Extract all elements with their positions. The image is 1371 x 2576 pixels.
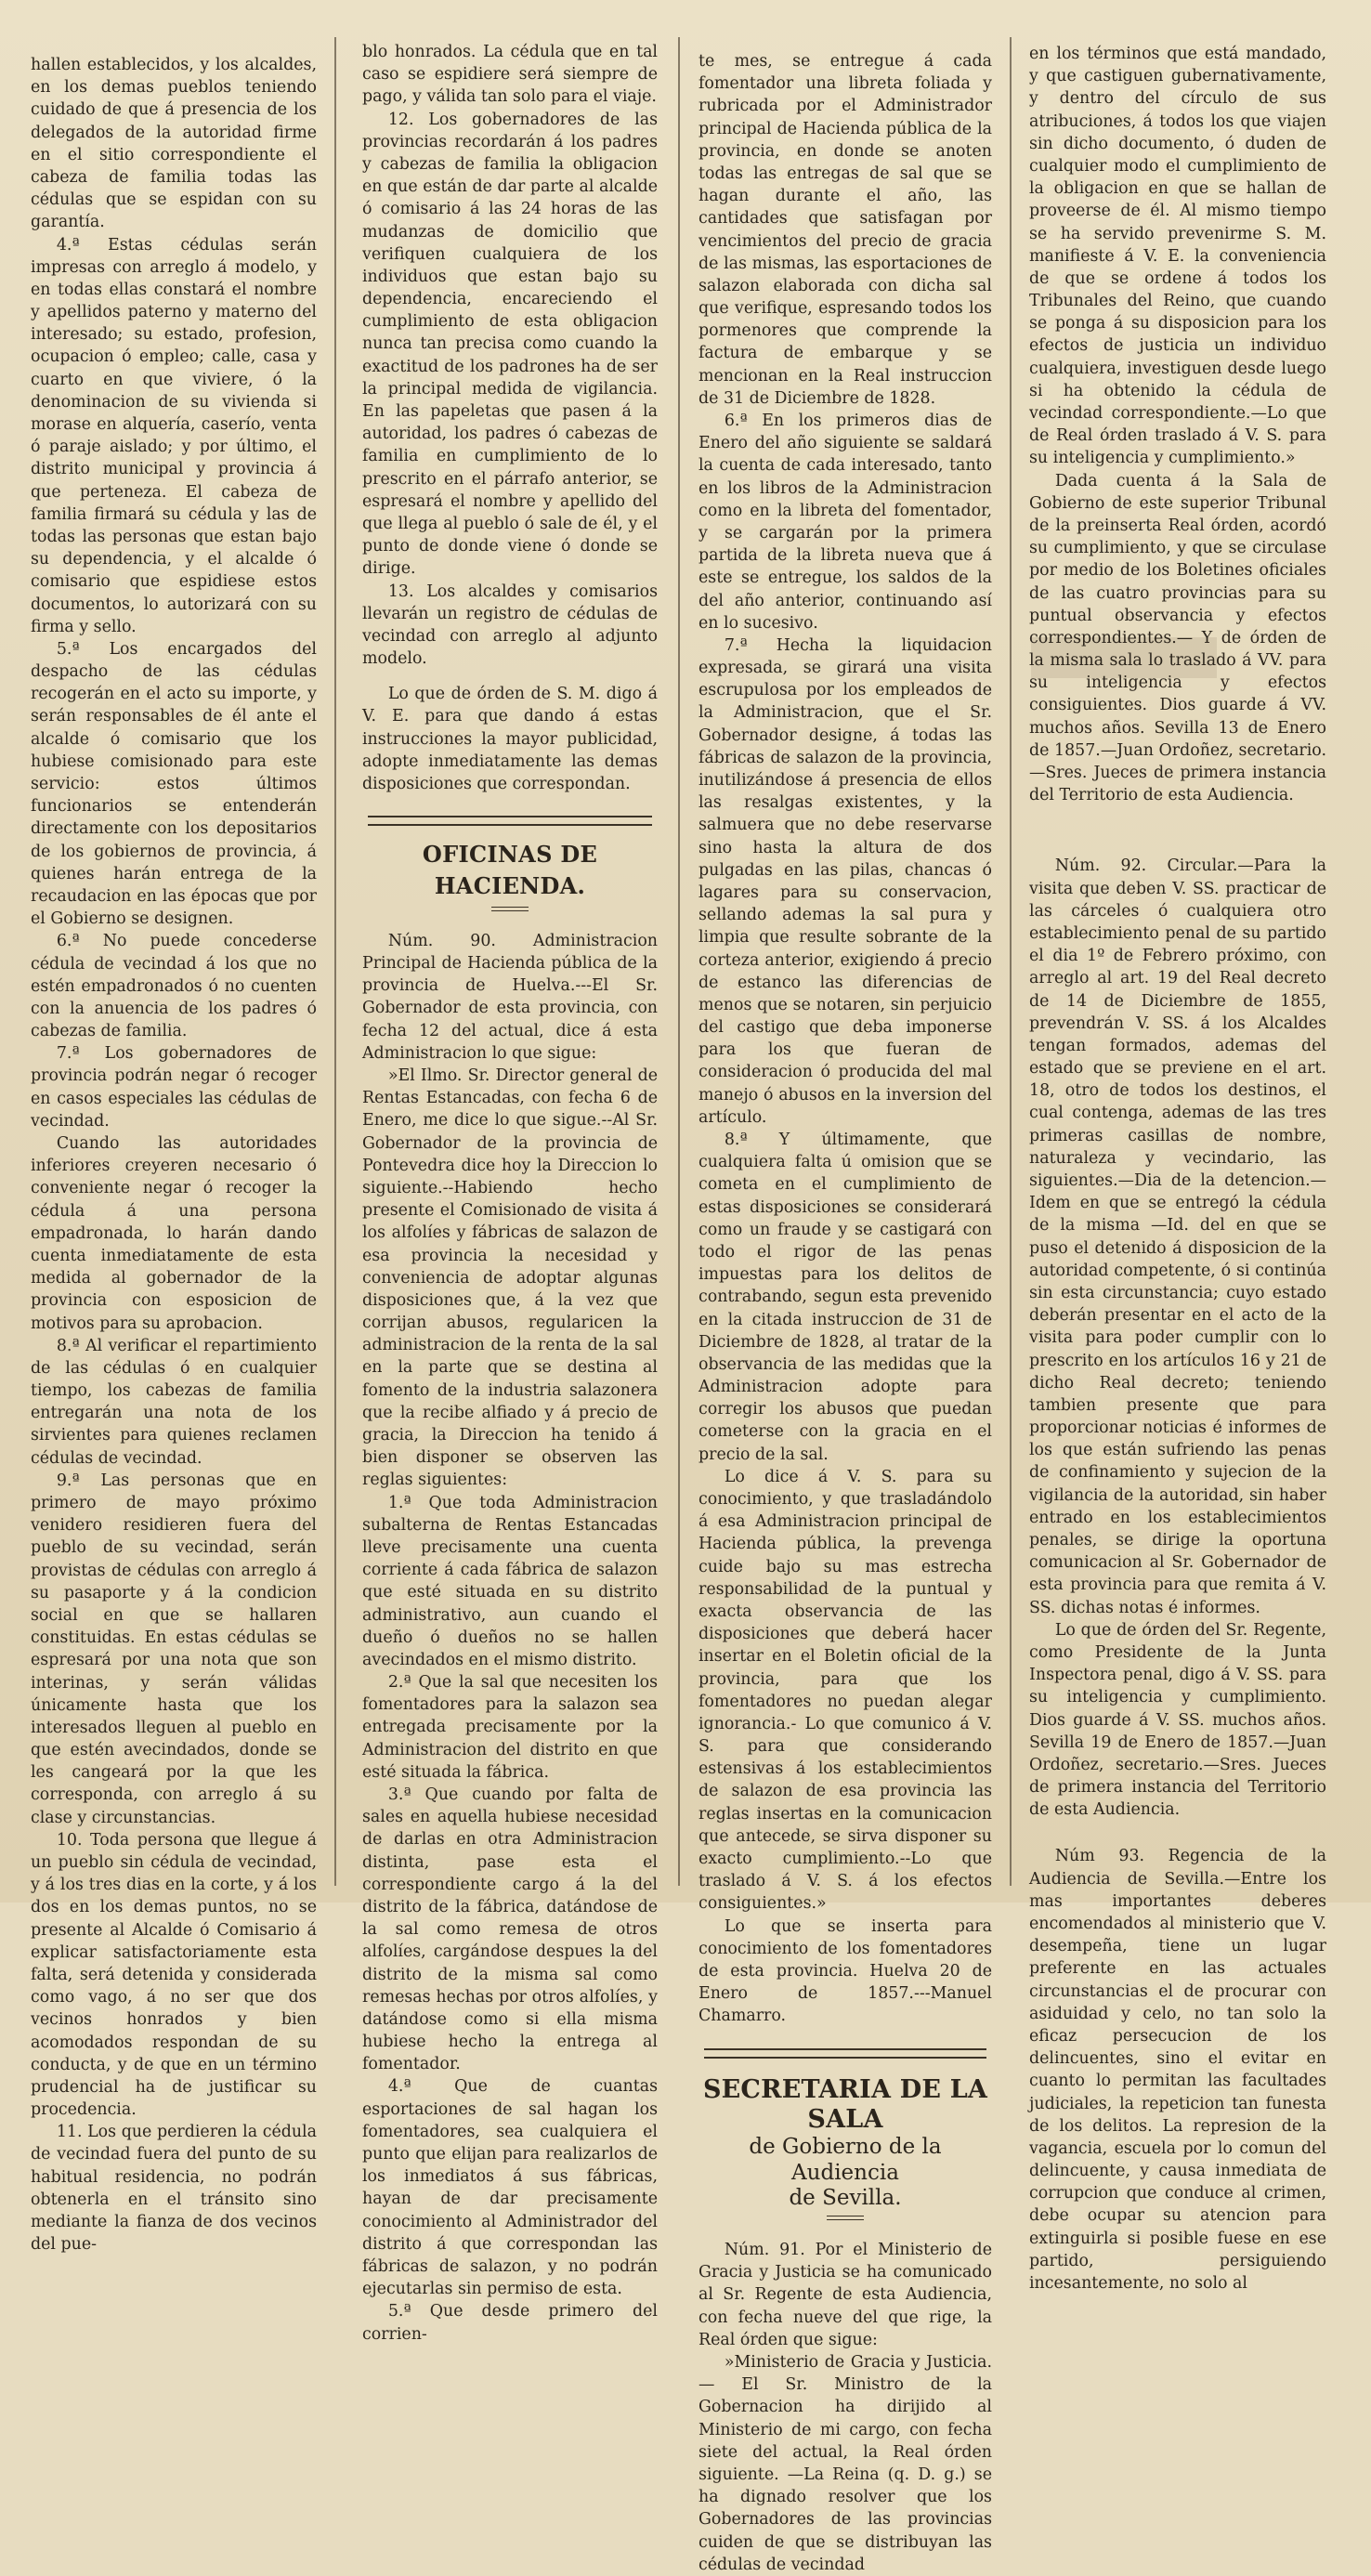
paragraph: 7.ª Los gobernadores de provincia podrán negar ó recoger en casos especiales las cédulas de vecindad. [31, 1044, 317, 1131]
column-rule [1010, 37, 1012, 1886]
paragraph: 11. Los que perdieren la cédula de vecindad fuera del punto de su habitual residencia, no podrán obtenerla en el tránsito sino mediante la fianza de dos vecinos del pue- [31, 2123, 317, 2255]
paragraph: 4.ª Que de cuantas esportaciones de sal hagan los fomentadores, sea cualquiera el punto que elijan para realizarlos de los inmediatos á sus fábricas, hayan de dar precisamente conocimiento al Administrador del distrito á que correspondan las fábricas de salazon, y no podrán ejecutarlas sin permiso de esta. [362, 2077, 658, 2299]
paragraph: 7.ª Hecha la liquidacion expresada, se girará una visita escrupulosa por los empleados de la Administracion, que el Sr. Gobernador designe, á todas las fábricas de salazon de la provincia, inutilizándose á presencia de ellos las resalgas existentes, y la salmuera que no debe reservarse sino hasta la altura de dos pulgadas en las pilas, chancas ó lagares para su conservacion, sellando ademas la sal pura y limpia que resulte sobrante de la corteza anterior, exigiendo á precio de estanco las diferencias de menos que se notaren, sin perjuicio del castigo que deba imponerse para los que fueran de consideracion ó producida del mal manejo ó abusos en la inversion del artículo. [699, 635, 992, 1127]
paragraph: Núm. 91. Por el Ministerio de Gracia y Justicia se ha comunicado al Sr. Regente de esta Audiencia, con fecha nueve del que rige, la Real órden que sigue: [699, 2241, 992, 2349]
paragraph: hallen establecidos, y los alcaldes, en los demas pueblos teniendo cuidado de que á presencia de los delegados de la autoridad firme en el sitio correspondiente el cabeza de familia todas las cédulas que se espidan con su garantía. [31, 56, 317, 232]
paragraph: en los términos que está mandado, y que castiguen gubernativamente, y dentro del círculo de sus atribuciones, á todos los que viajen sin dicho documento, ó duden de cualquier modo el cumplimiento de la obligacion en que se hallan de proveerse de él. Al mismo tiempo se ha servido prevenirme S. M. manifieste á V. E. la conveniencia de que se ordene á todos los Tribunales del Reino, que cuando se ponga á su disposicion para los efectos de justicia un individuo cualquiera, investiguen desde luego si ha obtenido la cédula de vecindad correspondiente.—Lo que de Real órden traslado á V. S. para su inteligencia y cumplimiento.» [1029, 45, 1326, 468]
paragraph: blo honrados. La cédula que en tal caso se espidiere será siempre de pago, y válida tan solo para el viaje. [362, 43, 658, 107]
paragraph: 1.ª Que toda Administracion subalterna de Rentas Estancadas lleve precisamente una cuenta corriente á cada fábrica de salazon que esté situada en su distrito administrativo, aun cuando el dueño ó dueños no se hallen avecindados en el mismo distrito. [362, 1493, 658, 1669]
paragraph: 12. Los gobernadores de las provincias recordarán á los padres y cabezas de familia la obligacion en que están de dar parte al alcalde ó comisario á las 24 horas de las mudanzas de domicilio que verifiquen cualquiera de los individuos que estan bajo su dependencia, encareciendo el cumplimiento de esta obligacion nunca tan precisa como cuando la exactitud de los padrones ha de ser la principal medida de vigilancia. En las papeletas que pasen á la autoridad, los padres ó cabezas de familia en cumplimiento de lo prescrito en el párrafo anterior, se espresará el nombre y apellido del que llega al pueblo ó sale de él, y el punto de donde viene ó donde se dirige. [362, 110, 658, 579]
heading-line-1: SECRETARIA DE LA SALA [702, 2074, 988, 2134]
paragraph: Dada cuenta á la Sala de Gobierno de este superior Tribunal de la preinserta Real órden, acordó su cumplimiento, y que se circulase por medio de los Boletines oficiales de las cuatro provincias para su puntual observancia y efectos correspondientes.— Y de órden de la misma sala lo traslado á VV. para su inteligencia y efectos consiguientes. Dios guarde á VV. muchos años. Sevilla 13 de Enero de 1857.—Juan Ordoñez, secretario.—Sres. Jueces de primera instancia del Territorio de esta Audiencia. [1029, 471, 1326, 805]
paragraph: »El Ilmo. Sr. Director general de Rentas Estancadas, con fecha 6 de Enero, me dice lo que sigue.--Al Sr. Gobernador de la provincia de Pontevedra dice hoy la Direccion lo siguiente.--Habiendo hecho presente el Comisionado de visita á los alfolíes y fábricas de salazon de esa provincia la necesidad y conveniencia de adoptar algunas disposiciones que, á la vez que corrijan abusos, regularicen la administracion de la renta de la sal en la parte que se destina al fomento de la industria salazonera que la recibe alfiado y á precio de gracia, la Direccion ha tenido á bien disponer se observen las reglas siguientes: [362, 1066, 658, 1490]
paragraph: 2.ª Que la sal que necesiten los fomentadores para la salazon sea entregada precisamente por la Administracion del distrito en que esté situada la fábrica. [362, 1673, 658, 1782]
paragraph: Lo que se inserta para conocimiento de los fomentadores de esta provincia. Huelva 20 de Enero de 1857.---Manuel Chamarro. [699, 1916, 992, 2026]
heading-underline [827, 2216, 864, 2220]
column-1 [31, 54, 317, 2255]
section-heading [699, 2075, 992, 2213]
paragraph: 8.ª Al verificar el repartimiento de las cédulas ó en cualquier tiempo, los cabezas de familia entregarán una nota de los sirvientes para quienes reclamen cédulas de vecindad. [31, 1336, 317, 1468]
section-divider [704, 2048, 986, 2059]
paragraph: 4.ª Estas cédulas serán impresas con arreglo á modelo, y en todas ellas constará el nombre y apellidos paterno y materno del interesado; su estado, profesion, ocupacion ó empleo; calle, casa y cuarto en que viviere, ó la denominacion de su vivienda si morase en alquería, caserío, venta ó paraje aislado; y por último, el distrito municipal y provincia á que perteneza. El cabeza de familia firmará su cédula y las de todas las personas que estan bajo su dependencia, y el alcalde ó comisario que espidiese estos documentos, lo autorizará con su firma y sello. [31, 235, 317, 636]
column-3 [699, 50, 992, 2574]
paragraph: 5.ª Los encargados del despacho de las cédulas recogerán en el acto su importe, y serán responsables de él ante el alcalde ó comisario que los hubiese comisionado para este servicio: estos últimos funcionarios se entenderán directamente con los depositarios de los gobiernos de provincia, á quienes harán entrega de la recaudacion en las épocas que por el Gobierno se designen. [31, 639, 317, 929]
paragraph: 9.ª Las personas que en primero de mayo próximo venidero residieren fuera del pueblo de su vecindad, serán provistas de cédulas con arreglo á su pasaporte y á la condicion social en que se hallaren constituidas. En estas cédulas se espresará por una nota que son interinas, y serán válidas únicamente hasta que los interesados lleguen al pueblo en que estén avecindados, donde se les cangeará por la que les corresponda, con arreglo á su clase y circunstancias. [31, 1471, 317, 1827]
section-heading: OFICINAS DE HACIENDA. [422, 841, 598, 899]
column-4 [1029, 43, 1326, 2293]
spacer [1029, 806, 1326, 830]
heading-underline [491, 907, 529, 911]
paragraph: 6.ª No puede concederse cédula de vecindad á los que no estén empadronados ó no cuenten con la anuencia de los padres ó cabezas de familia. [31, 932, 317, 1041]
paragraph: te mes, se entregue á cada fomentador una libreta foliada y rubricada por el Administrador principal de Hacienda pública de la provincia, en donde se anoten todas las entregas de sal que se hagan durante el año, las cantidades que satisfagan por vencimientos del precio de gracia de las mismas, las esportaciones de salazon elaborada con dicha sal que verifique, espresando todos los pormenores que comprende la factura de embarque y se mencionan en la Real instruccion de 31 de Diciembre de 1828. [699, 52, 992, 408]
spacer [1029, 1821, 1326, 1845]
heading-line-2: de Gobierno de la Audiencia [749, 2135, 942, 2185]
paragraph: 13. Los alcaldes y comisarios llevarán un registro de cédulas de vecindad con arreglo al adjunto modelo. [362, 582, 658, 669]
column-rule [678, 37, 680, 1886]
paragraph: Lo que de órden del Sr. Regente, como Presidente de la Junta Inspectora penal, digo á V. SS. para su inteligencia y cumplimiento. Dios guarde á V. SS. muchos años. Sevilla 19 de Enero de 1857.—Juan Ordoñez, secretario.—Sres. Jueces de primera instancia del Territorio de esta Audiencia. [1029, 1620, 1326, 1820]
paragraph: Núm. 90. Administracion Principal de Hacienda pública de la provincia de Huelva.---El Sr. Gobernador de esta provincia, con fecha 12 del actual, dice á esta Administracion lo que sigue: [362, 931, 658, 1063]
paragraph: 6.ª En los primeros dias de Enero del año siguiente se saldará la cuenta de cada interesado, tanto en los libros de la Administracion como en la libreta del fomentador, y se cargarán por la primera partida de la libreta nueva que á este se entregue, los saldos de la del año anterior, continuando así en lo sucesivo. [699, 412, 992, 633]
paragraph: 8.ª Y últimamente, que cualquiera falta ú omision que se cometa en el cumplimiento de estas disposiciones se considerará como un fraude y se castigará con todo el rigor de las penas impuestas para los delitos de contrabando, segun esta prevenido en la citada instruccion de 31 de Diciembre de 1828, al tratar de la observancia de las medidas que la Administracion adopte para corregir los abusos que puedan cometerse con la gracia en el precio de la sal. [699, 1131, 992, 1464]
paragraph: Lo que de órden de S. M. digo á V. E. para que dando á estas instrucciones la mayor publicidad, adopte inmediatamente las demas disposiciones que correspondan. [362, 685, 658, 793]
paragraph: 10. Toda persona que llegue á un pueblo sin cédula de vecindad, y á los tres dias en la corte, y á los dos en los demas puntos, no se presente al Alcalde ó Comisario á explicar satisfactoriamente esta falta, será detenida y considerada como vago, á no ser que dos vecinos honrados y bien acomodados respondan de su conducta, y de que en un término prudencial ha de justificar su procedencia. [31, 1830, 317, 2120]
column-rule [334, 37, 336, 1886]
paragraph: Lo dice á V. S. para su conocimiento, y que trasladándolo á esa Administracion principal de Hacienda pública, la prevenga cuide bajo su mas estrecha responsabilidad de la puntual y exacta observancia de las disposiciones que deberá hacer insertar en el Boletin oficial de la provincia, para que los fomentadores no puedan alegar ignorancia.- Lo que comunico á V. S. para que considerando estensivas á los establecimientos de salazon de esa provincia las reglas insertas en la comunicacion que antecede, se sirva disponer su exacto cumplimiento.--Lo que traslado á V. S. á los efectos consiguientes.» [699, 1467, 992, 1914]
section-divider [368, 816, 652, 826]
paragraph: Cuando las autoridades inferiores creyeren necesario ó conveniente negar ó recoger la cédula á una persona empadronada, lo harán dando cuenta inmediatamente de esta medida al gobernador de la provincia con esposicion de motivos para su aprobacion. [31, 1134, 317, 1333]
paragraph: Núm. 92. Circular.—Para la visita que deben V. SS. practicar de las cárceles ó cualquiera otro establecimiento penal de su partido el dia 1º de Febrero próximo, con arreglo al art. 19 del Real decreto de 14 de Diciembre de 1855, prevendrán V. SS. á los Alcaldes tengan formados, ademas del estado que se previene en el art. 18, otro de todos los destinos, el cual contenga, ademas de las tres primeras casillas de nombre, naturaleza y vecindario, las siguientes.—Dia de la detencion.—Idem en que se entregó la cédula de la misma —Id. del en que se puso el detenido á disposicion de la autoridad competente, ó si continúa sin esta circunstancia; cuyo estado deberán presentar en el acto de la visita para poder cumplir con lo prescrito en los artículos 16 y 21 de dicho Real decreto; teniendo tambien presente que para proporcionar noticias é informes de los que están sufriendo las penas de confinamiento y sujecion de la vigilancia de la autoridad, sin haber entrado en los establecimientos penales, se dirige la oportuna comunicacion al Sr. Gobernador de esta provincia para que remita á V. SS. dichas notas é informes. [1029, 856, 1326, 1617]
paragraph: »Ministerio de Gracia y Justicia.— El Sr. Ministro de la Gobernacion ha dirijido al Ministerio de mi cargo, con fecha siete del actual, la Real órden siguiente. —La Reina (q. D. g.) se ha dignado resolver que los Gobernadores de las provincias cuiden de que se distribuyan las cédulas de vecindad [699, 2353, 992, 2574]
paragraph: 5.ª Que desde primero del corrien- [362, 2302, 658, 2344]
paragraph: Núm 93. Regencia de la Audiencia de Sevilla.—Entre los mas importantes deberes encomendados al ministerio que V. desempeña, tiene un lugar preferente en las actuales circunstancias el de procurar con asiduidad y celo, no tan solo la eficaz persecucion de los delincuentes, sino el evitar en cuanto lo permitan las facultades judiciales, la repeticion tan funesta de los delitos. La represion de la vagancia, escuela por lo comun del delincuente, y causa inmediata de corrupcion que conduce al crimen, debe ocupar su atencion para extinguirla si posible fuese en ese partido, persiguiendo incesantemente, no solo al [1029, 1847, 1326, 2293]
paragraph: 3.ª Que cuando por falta de sales en aquella hubiese necesidad de darlas en otra Administracion distinta, pase esta el correspondiente cargo á la del distrito de la fábrica, datándose de la sal como remesa de otros alfolíes, cargándose despues la del distrito de la misma sal como remesas hechas por otros alfolíes, y datándose como si ella misma hubiese hecho la entrega al fomentador. [362, 1785, 658, 2074]
column-2 [362, 41, 658, 2344]
heading-line-3: de Sevilla. [789, 2186, 902, 2211]
spacer [1029, 830, 1326, 855]
